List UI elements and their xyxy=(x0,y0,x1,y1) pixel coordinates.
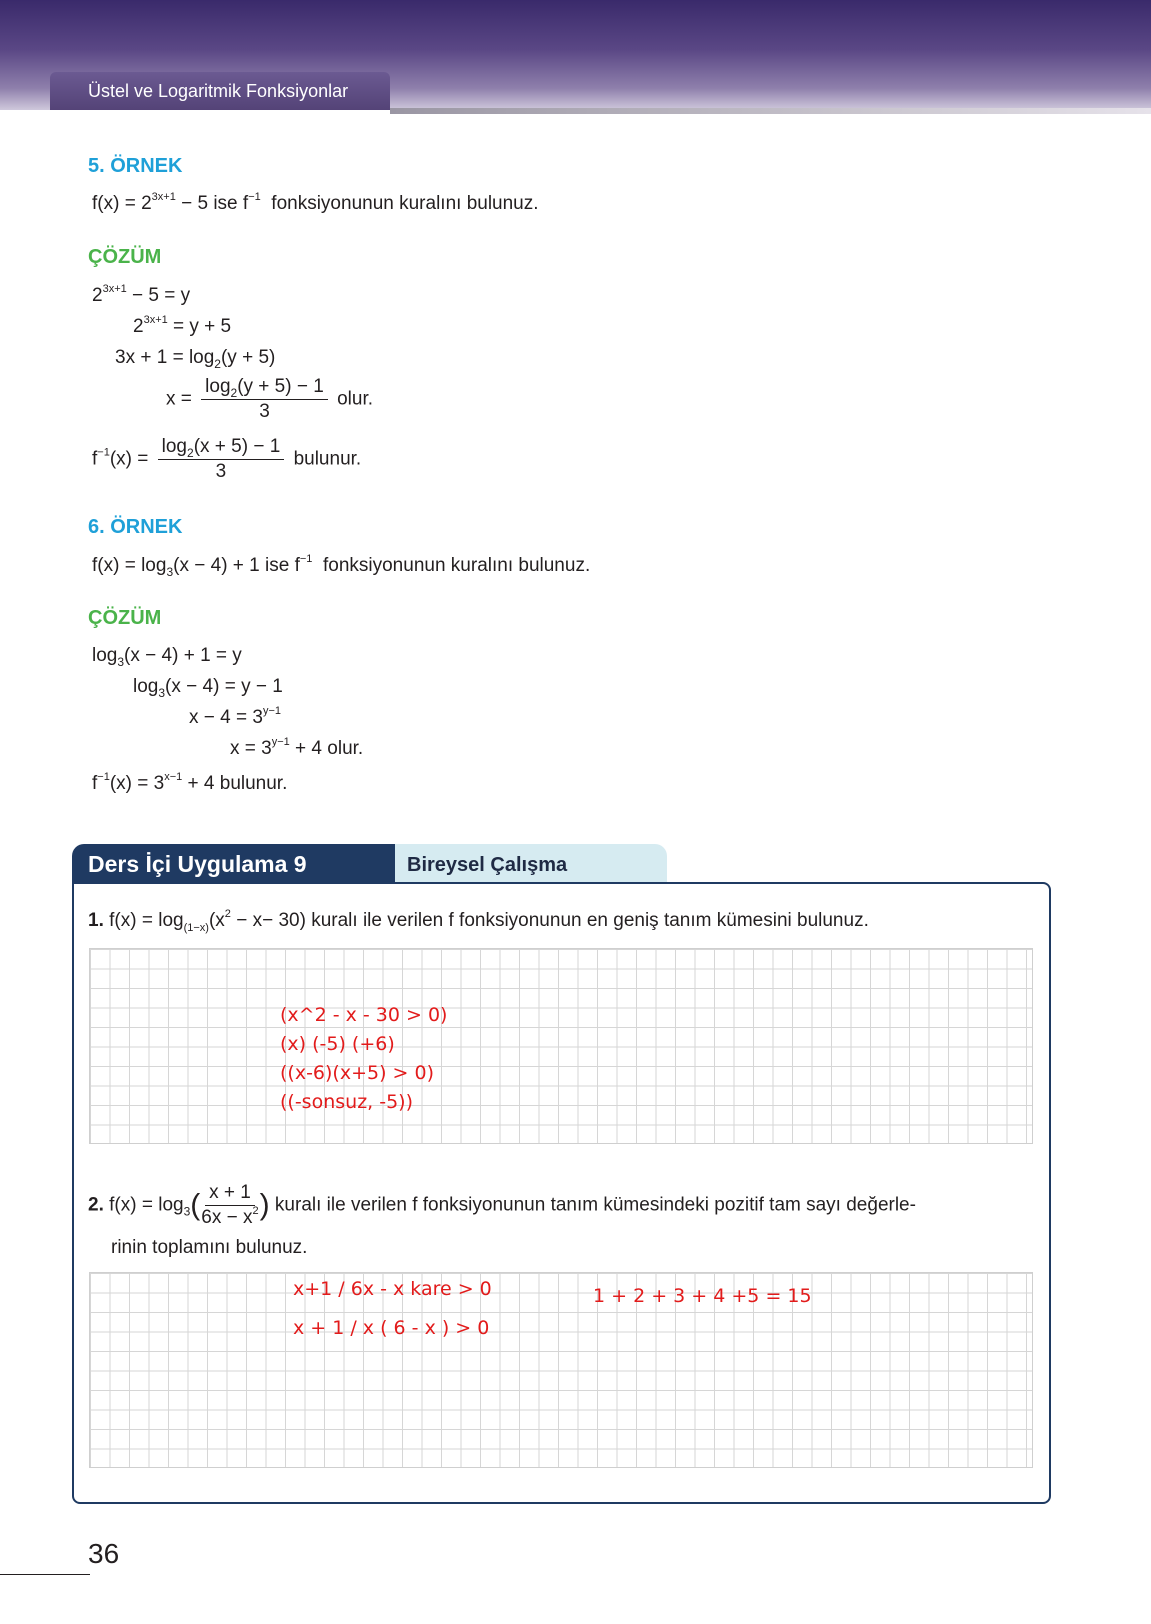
practice-subtitle: Bireysel Çalışma xyxy=(395,844,667,884)
ex6-result: $f^{-1}(x) = 3^{x-1} + 4$ bulunur. xyxy=(92,771,288,794)
example6-question-text: fonksiyonunun kuralını bulunuz. xyxy=(322,555,591,576)
q1-hand-line3: ((x-6)(x+5) > 0) xyxy=(280,1062,435,1084)
q1-question: 1. $f(x) = \log_{(1-x)}(x^2 - x- 30)$ kuralı ile verilen f fonksiyonunun en geniş tanım kümesini bulunuz. xyxy=(88,908,869,934)
example6-question: $f(x) = \log_3(x - 4) + 1$ ise $f^{-1}$ fonksiyonunun kuralını bulunuz. xyxy=(92,553,591,579)
page-rule xyxy=(0,1574,90,1575)
q2-text-line1: kuralı ile verilen f fonksiyonunun tanım kümesindeki pozitif tam sayı değerle- xyxy=(274,1194,916,1216)
example5-question: $f(x) = 2^{3x+1} - 5$ ise $f^{-1}$ fonksiyonunun kuralını bulunuz. xyxy=(92,191,539,214)
ex5-result: $f^{-1}(x)$ = $\frac{\log_2(x + 5) - 1}{3}$ bulunur. xyxy=(92,436,362,482)
practice-title: Ders İçi Uygulama 9 xyxy=(72,844,395,884)
header-rule xyxy=(390,108,1151,114)
q1-answer-grid[interactable] xyxy=(89,948,1033,1144)
q1-hand-line4: ((-sonsuz, -5)) xyxy=(280,1091,414,1113)
ex5-step3: $3x + 1 = \log_2(y + 5)$ xyxy=(115,347,276,371)
q2-hand-right: 1 + 2 + 3 + 4 +5 = 15 xyxy=(593,1285,812,1307)
q1-number: 1. xyxy=(88,910,104,931)
q2-hand-left-line1: x+1 / 6x - x kare > 0 xyxy=(293,1278,492,1300)
example5-question-text: fonksiyonunun kuralını bulunuz. xyxy=(271,193,539,214)
q2-answer-grid[interactable] xyxy=(89,1272,1033,1468)
q1-text: kuralı ile verilen f fonksiyonunun en geniş tanım kümesini bulunuz. xyxy=(311,910,869,931)
q2-text-line2: rinin toplamını bulunuz. xyxy=(111,1237,308,1258)
page-number: 36 xyxy=(88,1538,120,1569)
q2-hand-left-line2: x + 1 / x ( 6 - x ) > 0 xyxy=(293,1317,490,1339)
ex5-step1: $2^{3x+1} - 5 = y$ xyxy=(92,283,191,306)
example6-title: 6. ÖRNEK xyxy=(88,516,183,538)
example6-solution-title: ÇÖZÜM xyxy=(88,607,162,629)
ex5-olur: olur. xyxy=(337,388,374,410)
ex6-step2: $\log_3(x - 4) = y - 1$ xyxy=(133,676,283,700)
q1-hand-line1: (x^2 - x - 30 > 0) xyxy=(280,1004,448,1026)
ex5-bulunur: bulunur. xyxy=(293,448,362,470)
ex6-step1: $\log_3(x - 4) + 1 = y$ xyxy=(92,645,242,669)
ex5-step2: $2^{3x+1} = y + 5$ xyxy=(133,314,232,337)
ex6-olur: olur. xyxy=(327,738,364,759)
q1-hand-line2: (x) (-5) (+6) xyxy=(280,1033,395,1055)
ex6-bulunur: bulunur. xyxy=(219,773,288,794)
q2-question: 2. $f(x) = \log_3$( $\frac{x + 1}{6x - x^2}$ ) kuralı ile verilen f fonksiyonunun tanım kümesindeki pozitif tam sayı değerle- xyxy=(88,1182,916,1228)
ex6-step4: $x = 3^{y-1} + 4$ olur. xyxy=(230,736,364,759)
ex6-step3: $x - 4 = 3^{y-1}$ xyxy=(189,705,281,728)
ex5-step4: x = $\frac{\log_2(y + 5) - 1}{3}$ olur. xyxy=(166,376,374,422)
example5-title: 5. ÖRNEK xyxy=(88,155,183,177)
example5-solution-title: ÇÖZÜM xyxy=(88,246,162,268)
chapter-title: Üstel ve Logaritmik Fonksiyonlar xyxy=(50,72,390,110)
q2-number: 2. xyxy=(88,1194,104,1216)
